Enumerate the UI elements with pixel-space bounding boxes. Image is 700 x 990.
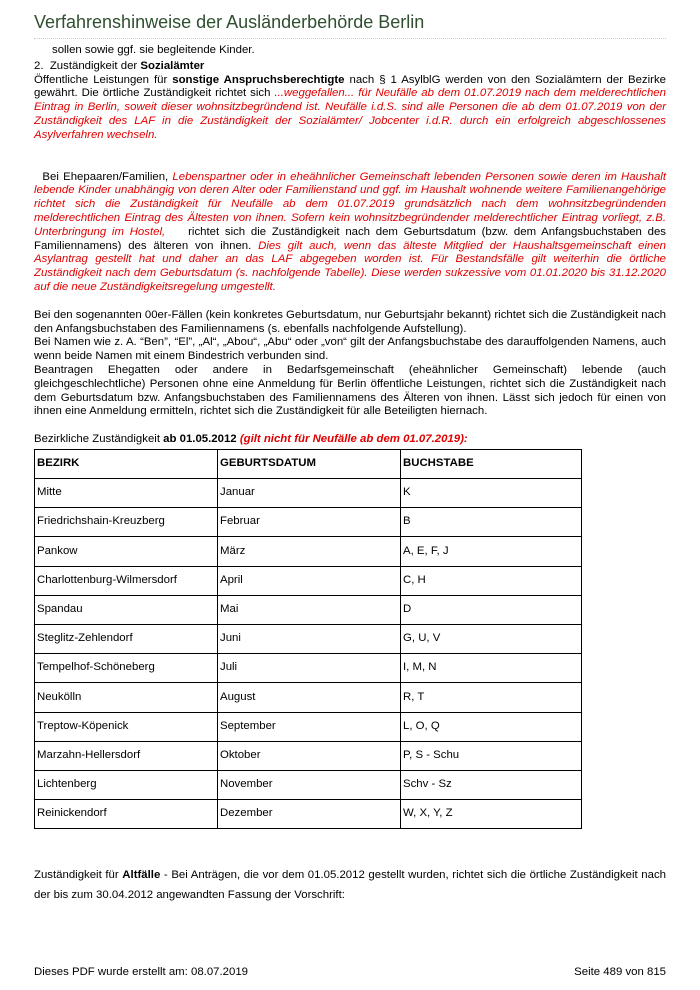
amendment-text: ...weggefallen... für Neufälle ab dem 01.07.2019 nach dem melderechtlichen Eintrag in Berlin, soweit dieser wohnsitzbegründend ist. Neufälle i.d.S. sind alle Personen die ab dem 01.07.2019 von der Zuständigkeit des LAF in die Zuständigkeit der Sozialämter/ Jobcenter i.d.R. durch ein erfolgreich abgeschlossenes Asylverfahren wechseln. (34, 87, 666, 141)
buchstabe-cell: B (401, 508, 582, 537)
table-row (35, 566, 582, 595)
table-header-row (35, 449, 582, 478)
amendment-text: Dies gilt auch, wenn das älteste Mitglied der Haushaltsgemeinschaft einen Asylantrag gestellt hat und daher an das LAF abgegeben worden ist. Für Bestandsfälle gilt weiterhin die örtliche Zuständigkeit nach dem Geburtsdatum (s. nachfolgende Tabelle). Diese werden sukzessive vom 01.01.2020 bis 31.12.2020 auf die neue Zuständigkeitsregelung umgestellt. (34, 239, 666, 293)
text-run: richtet sich die Zuständigkeit nach dem Geburtsdatum (bzw. dem Anfangsbuchstaben des Familiennamens) des älteren von ihnen. (34, 225, 666, 252)
paragraph-00er: Bei den sogenannten 00er-Fällen (kein konkretes Geburtsdatum, nur Geburtsjahr bekannt) richtet sich die Zuständigkeit nach den Anfangsbuchstaben des Familiennamens (s. ebenfalls nachfolgende Aufstellung). (34, 308, 666, 335)
amendment-text: (gilt nicht für Neufälle ab dem 01.07.2019): (239, 433, 468, 446)
text-run: nach § 1 AsylblG werden von den Sozialämtern der Bezirke gewährt. Die örtliche Zuständigkeit richtet sich (34, 73, 666, 100)
table-caption (34, 433, 666, 447)
geburtsdatum-cell: Dezember (218, 800, 401, 829)
bezirk-cell: Treptow-Köpenick (35, 712, 218, 741)
buchstabe-cell: C, H (401, 566, 582, 595)
bezirk-cell: Charlottenburg-Wilmersdorf (35, 566, 218, 595)
paragraph-namen: Bei Namen wie z. A. “Ben”, “El”, „Al“, „Abou“, „Abu“ oder „von“ gilt der Anfangsbuchstabe des darauffolgenden Namens, auch wenn beide Namen mit einem Bindestrich verbunden sind. (34, 336, 666, 363)
table-row (35, 625, 582, 654)
geburtsdatum-cell: März (218, 537, 401, 566)
text-run: Bei Ehepaaren/Familien, (42, 170, 169, 183)
buchstabe-cell: G, U, V (401, 625, 582, 654)
bezirk-cell: Mitte (35, 479, 218, 508)
bezirk-cell: Spandau (35, 595, 218, 624)
header-title: Verfahrenshinweise der Ausländerbehörde Berlin (34, 12, 425, 32)
text-run-bold: ab 01.05.2012 (163, 433, 237, 446)
bezirk-cell: Lichtenberg (35, 770, 218, 799)
column-header: BEZIRK (35, 449, 218, 478)
buchstabe-cell: Schv - Sz (401, 770, 582, 799)
table-row (35, 508, 582, 537)
table-row (35, 741, 582, 770)
section-number: 2. (34, 59, 44, 72)
footer-created: Dieses PDF wurde erstellt am: 08.07.2019 (34, 966, 248, 978)
bezirk-cell: Tempelhof-Schöneberg (35, 654, 218, 683)
geburtsdatum-cell: Oktober (218, 741, 401, 770)
buchstabe-cell: P, S - Schu (401, 741, 582, 770)
footer-page-number: Seite 489 von 815 (574, 966, 666, 978)
geburtsdatum-cell: September (218, 712, 401, 741)
bezirk-cell: Pankow (35, 537, 218, 566)
section-label-bold: Sozialämter (140, 59, 205, 72)
ehepaare-paragraph (34, 171, 666, 295)
geburtsdatum-cell: Januar (218, 479, 401, 508)
section-label: Zuständigkeit der (49, 59, 138, 72)
buchstabe-cell: D (401, 595, 582, 624)
buchstabe-cell: A, E, F, J (401, 537, 582, 566)
geburtsdatum-cell: November (218, 770, 401, 799)
table-row (35, 712, 582, 741)
buchstabe-cell: R, T (401, 683, 582, 712)
bezirk-cell: Friedrichshain-Kreuzberg (35, 508, 218, 537)
buchstabe-cell: I, M, N (401, 654, 582, 683)
table-row (35, 800, 582, 829)
table-row (35, 654, 582, 683)
geburtsdatum-cell: Mai (218, 595, 401, 624)
text-run: Öffentliche Leistungen für (34, 73, 168, 86)
geburtsdatum-cell: August (218, 683, 401, 712)
table-row (35, 595, 582, 624)
continuation-text: sollen sowie ggf. sie begleitende Kinder. (52, 44, 255, 56)
amendment-text: Lebenspartner oder in eheähnlicher Gemeinschaft lebenden Personen sowie deren im Haushalt lebende Kinder unabhängig von deren Alter oder Familienstand und ggf. im Haushalt wohnende weitere Familienangehörige richtet sich die Zuständigkeit für Neufälle ab dem 01.07.2019 grundsätzlich nach dem wohnsitzbegründenden melderechtlichen Eintrag des Ältesten von ihnen. Sofern kein wohnsitzbegründender melderechtlicher Eintrag vorliegt, z.B. Unterbringung im Hostel, (34, 170, 666, 238)
bezirk-cell: Reinickendorf (35, 800, 218, 829)
document-body (34, 44, 666, 905)
bezirk-cell: Neukölln (35, 683, 218, 712)
text-run: Bezirkliche Zuständigkeit (34, 433, 160, 446)
buchstabe-cell: L, O, Q (401, 712, 582, 741)
section-2-heading (34, 60, 666, 74)
table-row (35, 537, 582, 566)
text-run-bold: Altfälle (122, 869, 161, 882)
table-row (35, 683, 582, 712)
bezirk-cell: Marzahn-Hellersdorf (35, 741, 218, 770)
bezirk-cell: Steglitz-Zehlendorf (35, 625, 218, 654)
buchstabe-cell: W, X, Y, Z (401, 800, 582, 829)
paragraph-beantragen: Beantragen Ehegatten oder andere in Bedarfsgemeinschaft (eheähnlicher Gemeinschaft) lebende (auch gleichgeschlechtliche) Personen ohne eine Anmeldung für Berlin öffentliche Leistungen, richtet sich die Zuständigkeit nach dem Geburtsdatum bzw. Anfangsbuchstaben des Familiennamens des Älteren von ihnen. Lässt sich jedoch für einen von ihnen eine Anmeldung ermitteln, richtet sich die Zuständigkeit für alle Beteiligten hiernach. (34, 363, 666, 418)
table-row (35, 479, 582, 508)
table-row (35, 770, 582, 799)
geburtsdatum-cell: Februar (218, 508, 401, 537)
section-2-paragraph (34, 74, 666, 143)
text-run-bold: sonstige Anspruchsberechtigte (172, 73, 345, 86)
buchstabe-cell: K (401, 479, 582, 508)
geburtsdatum-cell: April (218, 566, 401, 595)
column-header: BUCHSTABE (401, 449, 582, 478)
geburtsdatum-cell: Juli (218, 654, 401, 683)
geburtsdatum-cell: Juni (218, 625, 401, 654)
text-run: Zuständigkeit für (34, 869, 119, 882)
page-header (34, 8, 666, 39)
column-header: GEBURTSDATUM (218, 449, 401, 478)
text-run: - Bei Anträgen, die vor dem 01.05.2012 gestellt wurden, richtet sich die örtliche Zuständigkeit nach der bis zum 30.04.2012 angewandten Fassung der Vorschrift: (34, 869, 667, 902)
zustaendigkeit-table (34, 449, 582, 829)
altfaelle-paragraph (34, 865, 666, 905)
